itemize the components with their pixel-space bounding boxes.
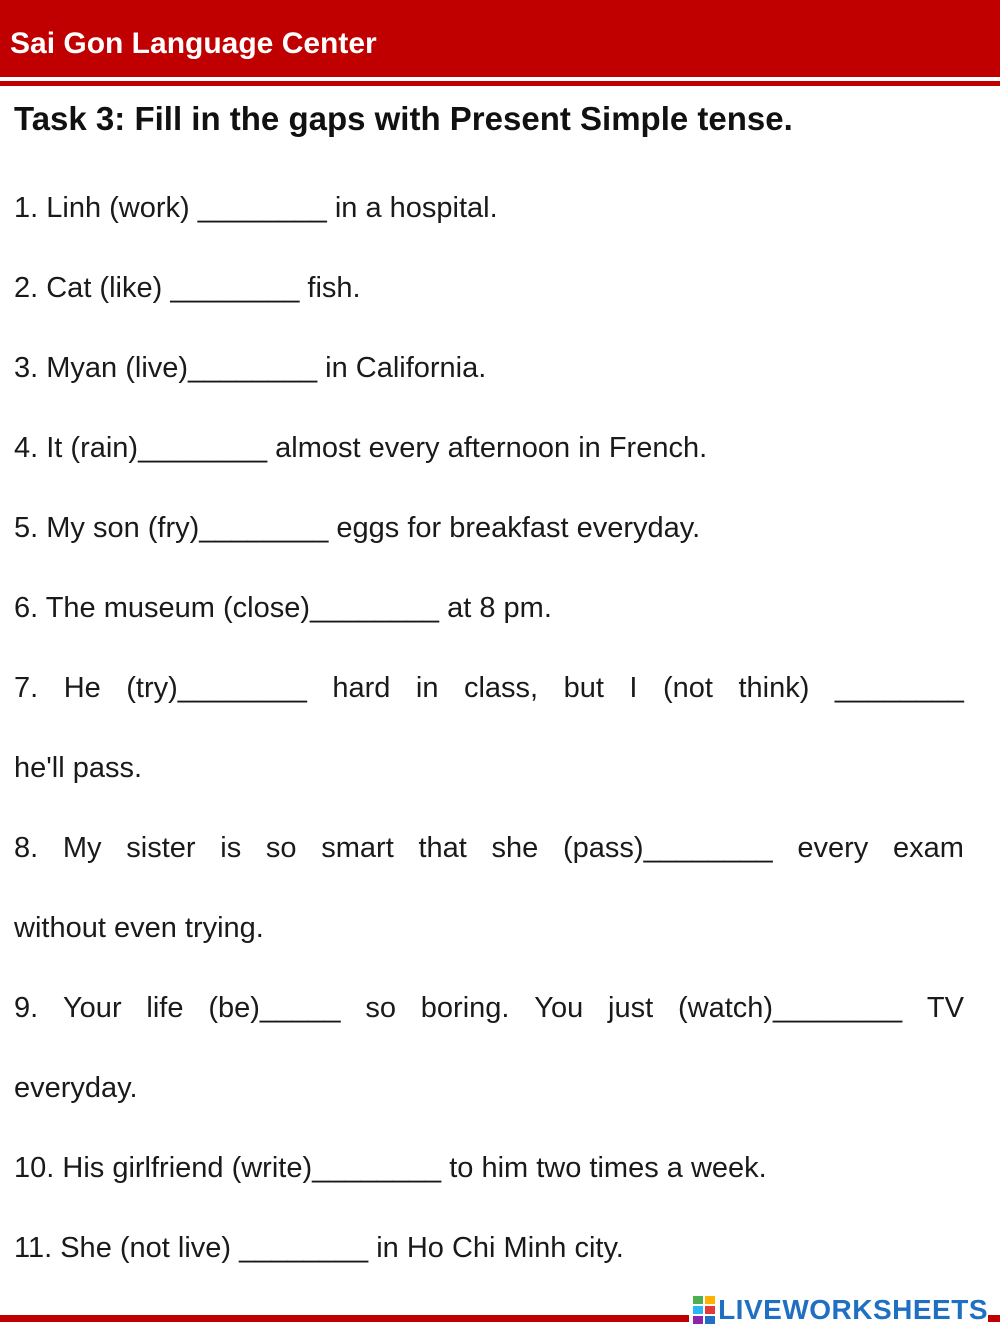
word: every — [797, 832, 869, 864]
logo-text: LIVEWORKSHEETS — [718, 1294, 988, 1325]
word: just — [608, 992, 654, 1024]
question-6: 6. The museum (close)________ at 8 pm. — [14, 592, 552, 624]
word: 7. — [14, 672, 39, 704]
word: My — [62, 832, 102, 864]
word: but — [563, 672, 604, 704]
question-3: 3. Myan (live)________ in California. — [14, 352, 487, 384]
word: (pass)________ — [563, 832, 773, 864]
question-5: 5. My son (fry)________ eggs for breakfast everyday. — [14, 512, 701, 544]
center-name: Sai Gon Language Center — [10, 27, 377, 60]
word: TV — [926, 992, 964, 1024]
word: she — [491, 832, 539, 864]
word: Your — [63, 992, 122, 1024]
question-2: 2. Cat (like) ________ fish. — [14, 272, 361, 304]
question-9-continuation: everyday. — [14, 1072, 138, 1104]
word: life — [146, 992, 184, 1024]
word: hard — [332, 672, 391, 704]
word: boring. — [420, 992, 510, 1024]
word: 9. — [14, 992, 39, 1024]
question-8-continuation: without even trying. — [14, 912, 264, 944]
liveworksheets-logo — [689, 1292, 988, 1328]
question-4: 4. It (rain)________ almost every afternoon in French. — [14, 432, 708, 464]
question-list — [14, 168, 964, 1288]
word: (watch)________ — [677, 992, 903, 1024]
word: (not — [662, 672, 713, 704]
question-11: 11. She (not live) ________ in Ho Chi Minh city. — [14, 1232, 624, 1264]
word: 8. — [14, 832, 39, 864]
word: sister — [126, 832, 196, 864]
word: smart — [321, 832, 394, 864]
word: so — [265, 832, 297, 864]
question-10: 10. His girlfriend (write)________ to him two times a week. — [14, 1152, 767, 1184]
word: class, — [463, 672, 539, 704]
word: exam — [892, 832, 964, 864]
word: that — [418, 832, 467, 864]
liveworksheets-logo-icon — [693, 1296, 715, 1324]
header-divider — [0, 81, 1000, 86]
question-7 — [14, 648, 964, 728]
word: (be)_____ — [208, 992, 341, 1024]
question-9 — [14, 968, 964, 1048]
question-7-continuation: he'll pass. — [14, 752, 143, 784]
word: in — [415, 672, 439, 704]
task-title: Task 3: Fill in the gaps with Present Simple tense. — [14, 100, 793, 137]
question-1: 1. Linh (work) ________ in a hospital. — [14, 192, 498, 224]
word: so — [365, 992, 396, 1024]
header-bar — [0, 0, 1000, 77]
question-8 — [14, 808, 964, 888]
word: I — [629, 672, 638, 704]
word: think) — [738, 672, 810, 704]
word: You — [534, 992, 584, 1024]
word: is — [220, 832, 242, 864]
word: ________ — [834, 672, 964, 704]
word: He — [63, 672, 101, 704]
word: (try)________ — [126, 672, 307, 704]
